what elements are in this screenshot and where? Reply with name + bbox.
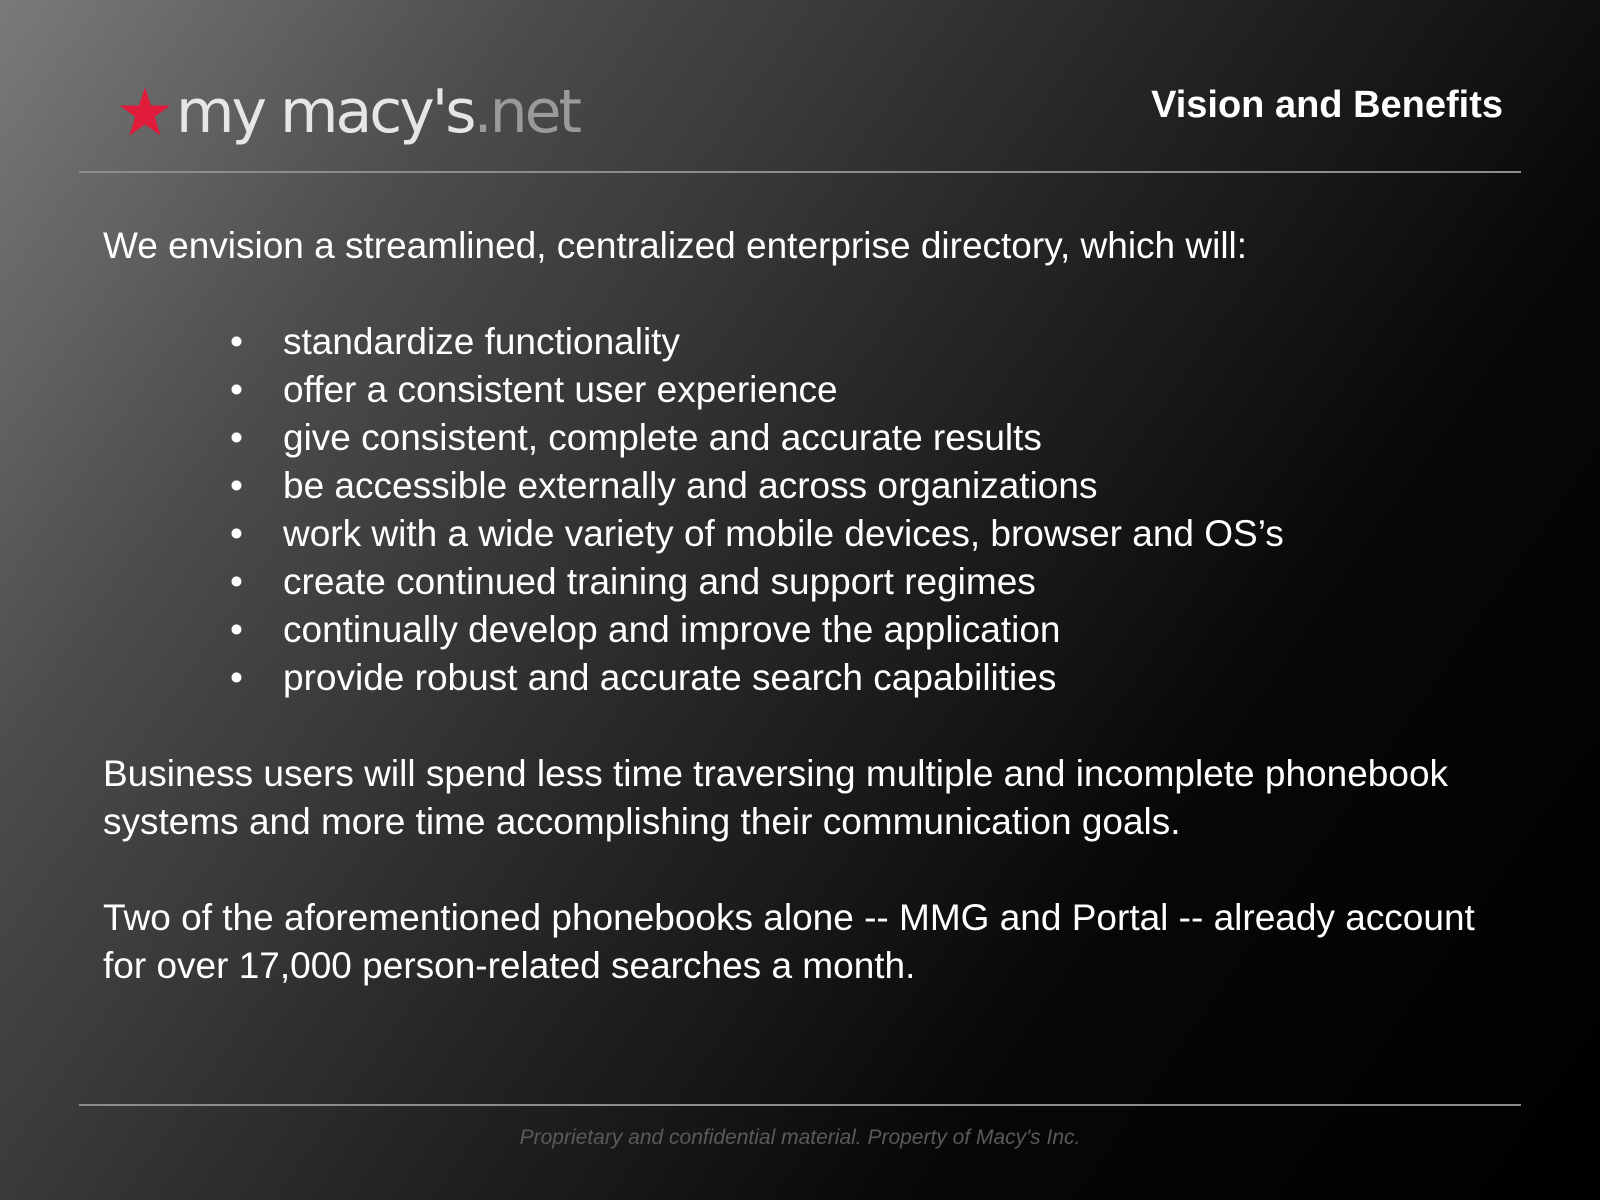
list-item-text: create continued training and support regimes — [283, 561, 1036, 602]
list-item — [103, 414, 1523, 462]
list-item-text: offer a consistent user experience — [283, 369, 838, 410]
list-item-text: give consistent, complete and accurate results — [283, 417, 1042, 458]
logo-suffix: .net — [473, 77, 580, 147]
bullet-icon: • — [230, 321, 243, 362]
list-item-text: work with a wide variety of mobile devices, browser and OS’s — [283, 513, 1284, 554]
list-item-text: be accessible externally and across organizations — [283, 465, 1098, 506]
statistics-paragraph: Two of the aforementioned phonebooks alone -- MMG and Portal -- already account for over 17,000 person-related searches a month. — [103, 897, 1475, 986]
header-divider — [79, 171, 1521, 173]
slide-title: Vision and Benefits — [1151, 84, 1503, 126]
bullet-icon: • — [230, 513, 243, 554]
list-item — [103, 606, 1523, 654]
bullet-icon: • — [230, 561, 243, 602]
list-item-text: provide robust and accurate search capabilities — [283, 657, 1057, 698]
list-item — [103, 366, 1523, 414]
list-item — [103, 558, 1523, 606]
list-item-text: continually develop and improve the application — [283, 609, 1061, 650]
bullet-icon: • — [230, 657, 243, 698]
intro-text: We envision a streamlined, centralized enterprise directory, which will: — [103, 225, 1248, 266]
bullet-icon: • — [230, 417, 243, 458]
bullet-icon: • — [230, 609, 243, 650]
bullet-icon: • — [230, 369, 243, 410]
list-item — [103, 318, 1523, 366]
list-item-text: standardize functionality — [283, 321, 680, 362]
logo — [118, 72, 579, 152]
logo-wordmark — [176, 77, 580, 147]
benefits-list — [103, 318, 1523, 702]
confidentiality-footer: Proprietary and confidential material. Property of Macy's Inc. — [519, 1126, 1081, 1149]
red-star-icon — [118, 85, 172, 139]
benefit-paragraph: Business users will spend less time traversing multiple and incomplete phonebook systems and more time accomplishing their communication goals. — [103, 753, 1449, 842]
list-item — [103, 462, 1523, 510]
logo-text: my macy's — [176, 77, 474, 147]
footer-divider — [79, 1104, 1521, 1106]
slide-body — [103, 222, 1523, 990]
list-item — [103, 510, 1523, 558]
bullet-icon: • — [230, 465, 243, 506]
list-item — [103, 654, 1523, 702]
